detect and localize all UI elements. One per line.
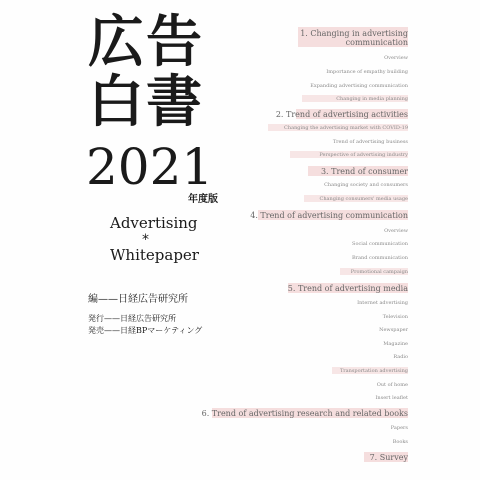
toc-chapter-3: 3. Trend of consumer (320, 167, 408, 176)
english-title-line-1: Advertising (110, 214, 198, 232)
toc-c4-promotional: Promotional campaign (350, 269, 408, 275)
toc-chapter-5: 5. Trend of advertising media (287, 284, 408, 293)
toc-c5-newspaper: Newspaper (379, 327, 408, 333)
asterisk-separator: * (142, 232, 149, 248)
toc-c4-brand: Brand communication (351, 255, 408, 261)
english-title-line-2: Whitepaper (110, 246, 199, 264)
toc-c4-overview: Overview (384, 228, 408, 234)
toc-c1-overview: Overview (384, 55, 408, 61)
toc-c2-covid: Changing the advertising market with COVID-19 (284, 125, 408, 131)
distributor-credit: 発売——日経BPマーケティング (88, 326, 203, 335)
toc-c5-internet: Internet advertising (357, 300, 408, 306)
toc-c1-media-planning: Changing in media planning (336, 96, 408, 102)
toc-chapter-1: 1. Changing in advertising communication (300, 29, 408, 47)
toc-chapter-6: 6. Trend of advertising research and related books (201, 409, 408, 418)
toc-c6-papers: Papers (390, 425, 408, 431)
toc-c1-expanding: Expanding advertising communication (310, 83, 408, 89)
title-line-1: 広告 (88, 9, 204, 75)
publisher-credit: 発行——日経広告研究所 (88, 314, 176, 323)
toc-c5-radio: Radio (393, 354, 408, 360)
toc-c2-business: Trend of advertising business (332, 139, 408, 145)
toc-chapter-2: 2. Trend of advertising activities (275, 110, 408, 119)
toc-c5-television: Television (382, 314, 408, 320)
toc-chapter-7: 7. Survey (369, 453, 408, 462)
toc-c3-society: Changing society and consumers (324, 182, 408, 188)
toc-c5-leaflet: Insert leaflet (375, 395, 408, 401)
toc-c5-magazine: Magazine (383, 341, 408, 347)
title-line-2: 白書 (88, 69, 204, 135)
toc-c4-social: Social communication (352, 241, 408, 247)
toc-c6-books: Books (392, 439, 408, 445)
toc-c5-transportation: Transportation advertising (339, 368, 408, 374)
toc-c2-perspective: Perspective of advertising industry (319, 152, 408, 158)
edition-label: 年度版 (188, 194, 218, 205)
toc-c1-empathy: Importance of empathy building (326, 69, 408, 75)
toc-c3-media-usage: Changing consumers' media usage (319, 196, 408, 202)
toc-c5-ooh: Out of home (376, 382, 408, 388)
year-label: 2021 (86, 138, 214, 196)
editor-credit: 編——日経広告研究所 (88, 294, 188, 305)
toc-chapter-4: 4. Trend of advertising communication (250, 211, 408, 220)
